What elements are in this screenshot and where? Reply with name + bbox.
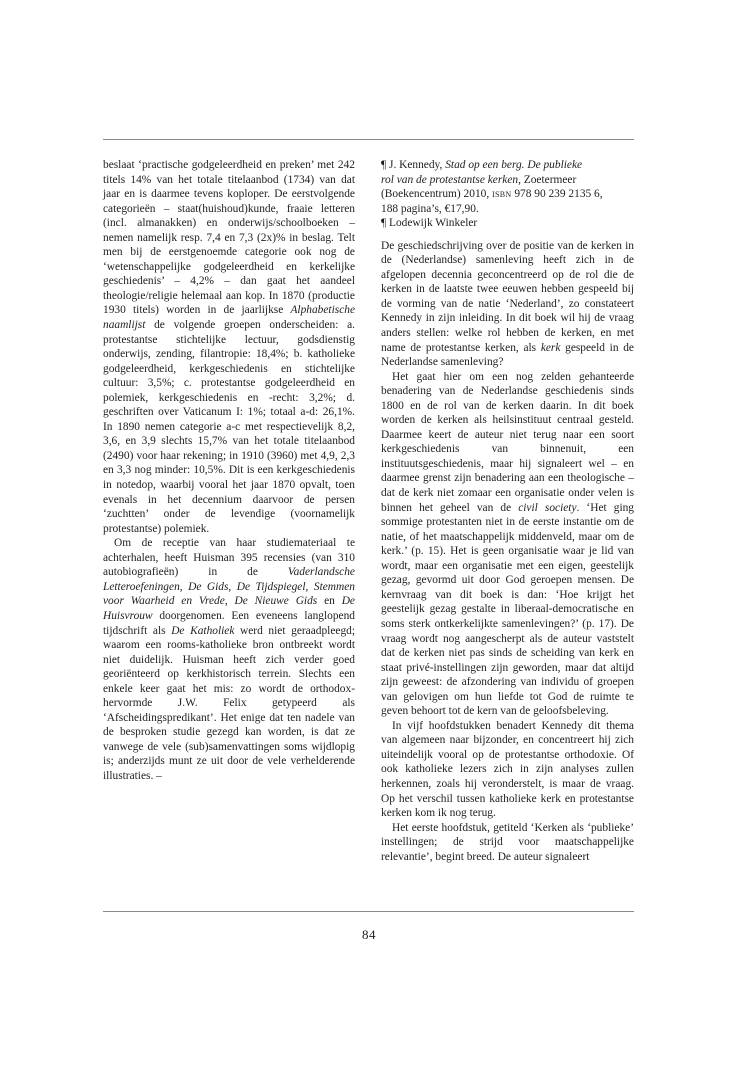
text-run: , xyxy=(228,580,237,593)
text-run: doorgenomen. Een eveneens langlopend tijdschrift als xyxy=(103,609,355,637)
text-run: werd niet geraadpleegd; waarom een rooms-katholieke bron ontbreekt wordt niet duidelijk. Huisman heeft zich verder goed georiënteerd op kerkhistorisch terrein. Slechts een enkele keer gaat het mis: zo wordt de orthodox-hervormde J.W. Felix getypeerd als ‘Afscheidingspredikant’. Het enige dat ten nadele van de besproken studie gezegd kan worden, is dat ze vanwege de vele (sub)samenvattingen soms wijdlopig is; anderzijds munt ze uit door de vele verhelderende illustraties. – xyxy=(103,624,356,782)
reference-title-part-2: rol van de protestantse kerken xyxy=(381,173,519,186)
reference-author: ¶ J. Kennedy, xyxy=(381,159,446,171)
reference-isbn: 978 90 239 2135 6, xyxy=(511,188,603,201)
text-run: Om de receptie van haar studiemateriaal te achterhalen, heeft Huisman 395 recensies (van 310 autobiografieën) in de xyxy=(103,537,355,579)
text-run: , xyxy=(224,595,235,608)
reference-isbn-label: isbn xyxy=(492,188,512,201)
text-run: , xyxy=(305,580,314,593)
reference-pages-price: 188 pagina’s, €17,90. xyxy=(381,202,479,215)
right-paragraph-3 xyxy=(381,719,634,821)
italic-title: Stemmen voor Waarheid en Vrede xyxy=(103,580,355,608)
reference-line-2 xyxy=(381,173,634,188)
text-run: De geschiedschrijving over de positie van de kerken in de (Nederlandse) samenleving heeft zich in de afgelopen decennia geconcentreerd op de rol die de kerken in de laatste twee eeuwen hebben gespeeld bij de vorming van de natie ‘Nederland’, zo constateert Kennedy in zijn inleiding. In dit boek wil hij de vraag anders stellen: welke rol hebben de kerken, en met name de protestantse kerken, als xyxy=(381,239,634,354)
italic-title: Alphabetische naamlijst xyxy=(103,304,355,332)
reference-line-1 xyxy=(381,158,634,173)
left-paragraph-2 xyxy=(103,536,355,783)
italic-title: civil society xyxy=(518,501,577,514)
right-paragraph-4 xyxy=(381,821,634,865)
right-column xyxy=(381,158,634,864)
left-paragraph-1 xyxy=(103,158,355,536)
reference-reviewer: ¶ Lodewijk Winkeler xyxy=(381,217,478,230)
text-run: Het gaat hier om een nog zelden gehanteerde benadering van de Nederlandse geschiedenis sinds 1800 en de rol van de kerken daarin. In dit boek worden de kerken als heilsinstituut centraal gesteld. Daarmee keert de auteur niet terug naar een soort kerkgeschiedenis van binnenuit, een instituutsgeschiedenis, maar hij signaleert wel – en daarmee grenst zijn benadering aan een theologische – dat de kerk niet zomaar een organisatie onder velen is binnen het geheel van de xyxy=(381,370,634,514)
italic-title: Vaderlandsche Letteroefeningen xyxy=(103,566,355,593)
italic-title: De Huisvrouw xyxy=(103,595,355,622)
book-reference xyxy=(381,158,634,231)
reference-gap xyxy=(381,231,634,239)
italic-title: kerk xyxy=(540,341,561,354)
left-column xyxy=(103,158,355,784)
text-run: beslaat ‘practische godgeleerdheid en preken’ met 242 titels 14% van het totale titelaanbod (1734) van dat jaar en is daarmee tevens koploper. De eerstvolgende categorieën – staat(huishoud)kunde, fraaie letteren (incl. almanakken) en onderwijs/schoolboeken – nemen namelijk resp. 7,4 en 7,3 (2x)% in beslag. Telt men bij de eerstgenoemde categorie ook nog de ‘wetenschappelijke godgeleerdheid en kerkelijke geschiedenis’ – 4,2% – dan gaat het aandeel theologie/religie helemaal aan kop. In 1870 (productie 1930 titels) worden in de jaarlijkse xyxy=(103,159,355,317)
top-rule xyxy=(103,139,634,140)
text-run: In vijf hoofdstukken benadert Kennedy dit thema van algemeen naar bijzonder, en concentreert hij zich uiteindelijk vooral op de protestantse orthodoxie. Of ook katholieke lezers zich in zijn analyses zullen herkennen, zoals hij veronderstelt, is maar de vraag. Op het verschil tussen katholieke kerk en protestantse kerken kom ik nog terug. xyxy=(381,719,634,820)
bottom-rule xyxy=(103,911,634,912)
text-run: de volgende groepen onderscheiden: a. protestantse stichtelijke lectuur, godsdienstig onderwijs, zending, filantropie: 18,4%; b. katholieke godgeleerdheid, kerkgeschiedenis en stichtelijke cultuur: 3,5%; c. protestantse godgeleerdheid en polemiek, kerkgeschiedenis en -recht: 3,2%; d. geschriften over Vaticanum I: 1%; totaal a-d: 26,1%. In 1890 nemen categorie a-c met respectievelijk 8,2, 3,6, en 3,9 slechts 15,7% van het totale titelaanbod (2490) voor haar rekening; in 1910 (3960) met 4,9, 2,3 en 3,3 nog minder: 10,5%. Dit is een kerkgeschiedenis in notedop, waarbij vooral het jaar 1870 opvalt, toen evenals in het decennium daarvoor de persen ‘zuchtten’ onder de levendige (voornamelijk protestantse) polemiek. xyxy=(103,319,355,535)
italic-title: De Gids xyxy=(188,580,229,593)
reference-publisher: (Boekencentrum) 2010, xyxy=(381,188,493,201)
text-run: gespeeld in de Nederlandse samenleving? xyxy=(381,341,634,369)
text-run: Het eerste hoofdstuk, getiteld ‘Kerken als ‘publieke’ instellingen; de strijd voor maatschappelijke relevantie’, begint breed. De auteur signaleert xyxy=(381,821,634,863)
right-paragraph-1 xyxy=(381,239,634,370)
text-run: . ‘Het ging sommige protestanten niet in de eerste instantie om de natie, of het maatschappelijk middenveld, maar om de kerk.’ (p. 15). Het is geen organisatie waar je lid van wordt, maar een organisatie met een eigen, geestelijk gezag, gevormd uit door God geroepen mensen. De kernvraag van dit boek is dan: ‘Hoe krijgt het geestelijk gezag gestalte in liberaal-democratische en soms sterk ontkerkelijkte samenlevingen?’ (p. 17). De vraag wordt nog aangescherpt als de auteur vaststelt dat de kerken niet pas sinds de scheiding van kerk en staat privé-instellingen zijn geworden, maar dat altijd zijn geweest: de afzondering van individu of groepen van gelovigen om hun liefde tot God de ruimte te geven behoort tot de kern van de geloofsbeleving. xyxy=(381,501,634,718)
reference-title-part-1: Stad op een berg. De publieke xyxy=(445,159,583,171)
italic-title: De Tijdspiegel xyxy=(236,580,306,593)
text-run: en xyxy=(317,595,342,608)
page-number: 84 xyxy=(362,927,376,942)
text-run: , xyxy=(179,580,189,593)
reference-place: , Zoetermeer xyxy=(518,173,577,186)
reference-line-3 xyxy=(381,187,634,202)
italic-title: De Nieuwe Gids xyxy=(234,595,318,608)
italic-title: De Katholiek xyxy=(171,624,235,637)
right-paragraph-2 xyxy=(381,370,634,719)
